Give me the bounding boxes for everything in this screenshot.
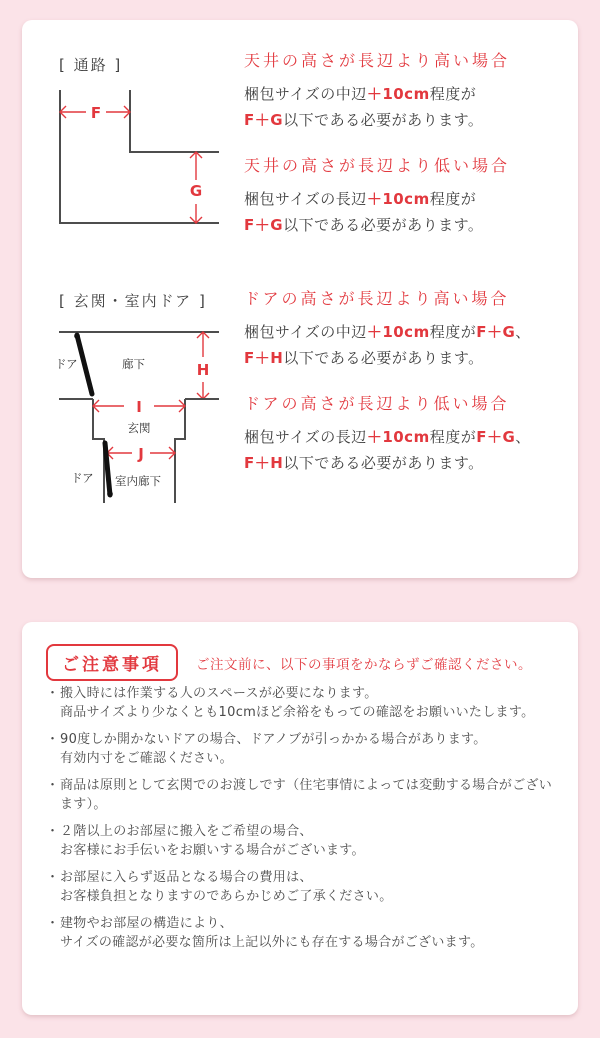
line: お部屋に入らず返品となる場合の費用は、	[60, 870, 313, 885]
body-text: 梱包サイズの中辺	[244, 85, 367, 103]
line: 商品サイズより少なくとも10cmほど余裕をもっての確認をお願いいたします。	[60, 705, 535, 720]
body-text-red: ＋10cm	[366, 85, 430, 103]
interior-door-label: ドア	[71, 471, 94, 485]
body-text: 、	[515, 428, 531, 446]
list-item-text	[60, 914, 484, 952]
g-dimension-label: G	[189, 182, 203, 200]
list-item	[46, 822, 562, 860]
body-text-red: F＋G	[476, 428, 516, 446]
body-text: 程度が	[429, 190, 477, 208]
f-dimension-label: F	[90, 104, 102, 122]
line: 搬入時には作業する人のスペースが必要になります。	[60, 686, 378, 701]
body-text-red: ＋10cm	[366, 190, 430, 208]
bullet: ・	[46, 778, 60, 793]
body-text: 梱包サイズの長辺	[244, 428, 367, 446]
i-dimension-label: I	[136, 398, 142, 416]
entrance-door-diagram	[52, 325, 227, 505]
notice-lead-text: ご注文前に、以下の事項をかならずご確認ください。	[196, 656, 532, 673]
passage-section-label: [ 通路 ]	[59, 56, 123, 74]
case-body	[244, 186, 574, 238]
line: 商品は原則として玄関でのお渡しです（住宅事情によっては変動する場合がございます）。	[60, 778, 553, 812]
corridor-outer-wall	[60, 90, 219, 223]
h-dimension-label: H	[196, 361, 210, 379]
line: お客様負担となりますのであらかじめご了承ください。	[60, 889, 393, 904]
passage-case-lower	[244, 155, 574, 238]
bullet: ・	[46, 686, 60, 701]
body-text: 以下である必要があります。	[283, 111, 484, 129]
passage-case-higher	[244, 50, 574, 133]
inner-hallway-label: 室内廊下	[115, 474, 161, 488]
case-body	[244, 424, 574, 476]
line: お客様にお手伝いをお願いする場合がございます。	[60, 843, 365, 858]
list-item-text	[60, 684, 534, 722]
line: 建物やお部屋の構造により、	[60, 916, 233, 931]
entrance-label: 玄関	[127, 421, 151, 435]
notice-list	[46, 684, 562, 960]
list-item	[46, 914, 562, 952]
body-text: 以下である必要があります。	[283, 454, 484, 472]
case-heading: ドアの高さが長辺より低い場合	[244, 394, 510, 413]
body-text: 梱包サイズの長辺	[244, 190, 367, 208]
bullet: ・	[46, 824, 60, 839]
list-item-text	[60, 868, 393, 906]
case-heading: 天井の高さが長辺より高い場合	[244, 51, 511, 70]
list-item-text	[60, 822, 365, 860]
notice-header	[46, 644, 558, 681]
passage-diagram	[52, 82, 227, 232]
body-text: 程度が	[429, 323, 477, 341]
case-body	[244, 319, 574, 371]
body-text-red: ＋10cm	[366, 428, 430, 446]
body-text: 程度が	[429, 428, 477, 446]
bullet: ・	[46, 870, 60, 885]
list-item	[46, 730, 562, 768]
hallway-label: 廊下	[122, 357, 145, 371]
corridor-inner-wall	[130, 90, 219, 152]
case-body	[244, 81, 574, 133]
entrance-wall-left	[93, 399, 104, 503]
body-text-red: F＋H	[244, 349, 284, 367]
front-door	[77, 335, 92, 394]
body-text-red: F＋G	[244, 216, 284, 234]
body-text-red: F＋H	[244, 454, 284, 472]
body-text-red: F＋G	[244, 111, 284, 129]
size-guide-card	[22, 20, 578, 578]
j-dimension-label: J	[138, 445, 144, 463]
case-heading: ドアの高さが長辺より高い場合	[244, 289, 510, 308]
bullet: ・	[46, 916, 60, 931]
bullet: ・	[46, 732, 60, 747]
line: ２階以上のお部屋に搬入をご希望の場合、	[60, 824, 313, 839]
body-text: 程度が	[429, 85, 477, 103]
interior-door-hinge	[107, 491, 113, 497]
door-section-label: [ 玄関・室内ドア ]	[59, 292, 207, 310]
list-item-text	[60, 776, 562, 814]
front-door-hinge	[74, 333, 80, 339]
body-text: 梱包サイズの中辺	[244, 323, 367, 341]
line: 90度しか開かないドアの場合、ドアノブが引っかかる場合があります。	[60, 732, 487, 747]
line: サイズの確認が必要な箇所は上記以外にも存在する場合がございます。	[60, 935, 484, 950]
door-case-higher	[244, 288, 574, 371]
list-item-text	[60, 730, 487, 768]
line: 有効内寸をご確認ください。	[60, 751, 233, 766]
body-text-red: ＋10cm	[366, 323, 430, 341]
body-text: 以下である必要があります。	[283, 216, 484, 234]
body-text: 以下である必要があります。	[283, 349, 484, 367]
list-item	[46, 684, 562, 722]
notice-badge: ご注意事項	[46, 644, 178, 681]
entrance-wall-right	[175, 399, 185, 503]
body-text-red: F＋G	[476, 323, 516, 341]
notice-card	[22, 622, 578, 1015]
body-text: 、	[515, 323, 531, 341]
list-item	[46, 776, 562, 814]
list-item	[46, 868, 562, 906]
front-door-label: ドア	[55, 357, 78, 371]
door-case-lower	[244, 393, 574, 476]
case-heading: 天井の高さが長辺より低い場合	[244, 156, 511, 175]
